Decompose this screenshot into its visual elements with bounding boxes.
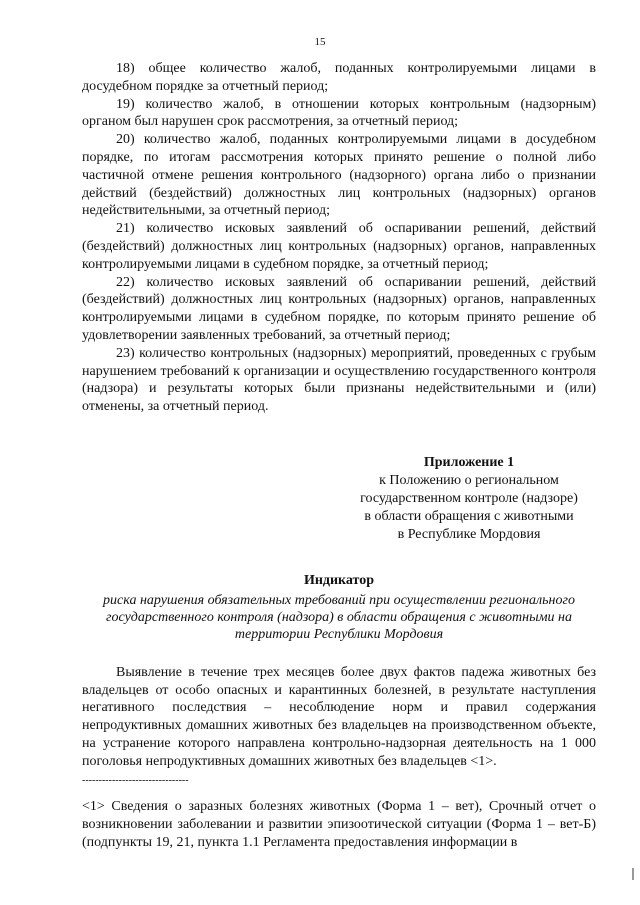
list-item: 19) количество жалоб, в отношении которых контрольным (надзорным) органом был нарушен срок рассмотрения, за отчетный период;: [82, 96, 596, 130]
list-item: 18) общее количество жалоб, поданных контролируемыми лицами в досудебном порядке за отчетный период;: [82, 61, 596, 94]
indicator-body: Выявление в течение трех месяцев более двух фактов падежа животных без владельцев от особо опасных и карантинных болезней, в результате наступления негативного последствия – несоблюдение норм и правил содержания непродуктивных домашних животных без владельцев на производственном объекте, на устранение которого направлена контрольно-надзорная деятельность на 1 000 поголовья непродуктивных домашних животных без владельцев <1>.: [82, 664, 596, 769]
page-number: 15: [314, 36, 326, 48]
appendix-title: Приложение 1: [423, 454, 515, 470]
indicator-subtitle: риска нарушения обязательных требований при осуществлении регионального государственного контроля (надзора) в области обращения с животными на территории Республики Мордовия: [103, 592, 575, 642]
footnote-separator: --------------------------------: [82, 774, 189, 786]
list-item: 23) количество контрольных (надзорных) мероприятий, проведенных с грубым нарушением требований к организации и осуществлению государственного контроля (надзора) и результаты которых были признаны недействительными и (или) отменены, за отчетный период.: [82, 345, 596, 415]
footnote: <1> Сведения о заразных болезнях животных (Форма 1 – вет), Срочный отчет о возникновении заболевании и развитии эпизоотической ситуации (Форма 1 – вет-Б) (подпункты 19, 21, пункта 1.1 Регламента предоставления информации в: [82, 798, 596, 850]
appendix-line: государственном контроле (надзоре): [360, 490, 578, 506]
indicator-title: Индикатор: [303, 572, 375, 588]
list-item: 21) количество исковых заявлений об оспаривании решений, действий (бездействий) должностных лиц контрольных (надзорных) органов, направленных контролируемыми лицами в судебном порядке, за отчетный период;: [82, 221, 596, 272]
list-item: 20) количество жалоб, поданных контролируемыми лицами в досудебном порядке, по итогам рассмотрения которых принято решение о полной либо частичной отмене решения контрольного (надзорного) органа либо о признании действий (бездействий) должностных лиц контрольных (надзорных) органов недействительными, за отчетный период;: [82, 132, 596, 219]
appendix-header: [342, 454, 596, 544]
document-body: [82, 60, 596, 852]
indicator-list: [82, 60, 596, 416]
appendix-line: к Положению о региональном: [379, 472, 559, 488]
appendix-line: в Республике Мордовия: [397, 526, 541, 542]
list-item: 22) количество исковых заявлений об оспаривании решений, действий (бездействий) должностных лиц контрольных (надзорных) органов, направленных контролируемыми лицами в судебном порядке, по которым принято решение об удовлетворении заявленных требований, за отчетный период;: [82, 274, 596, 343]
margin-mark: [632, 868, 634, 880]
appendix-line: в области обращения с животными: [364, 508, 574, 524]
